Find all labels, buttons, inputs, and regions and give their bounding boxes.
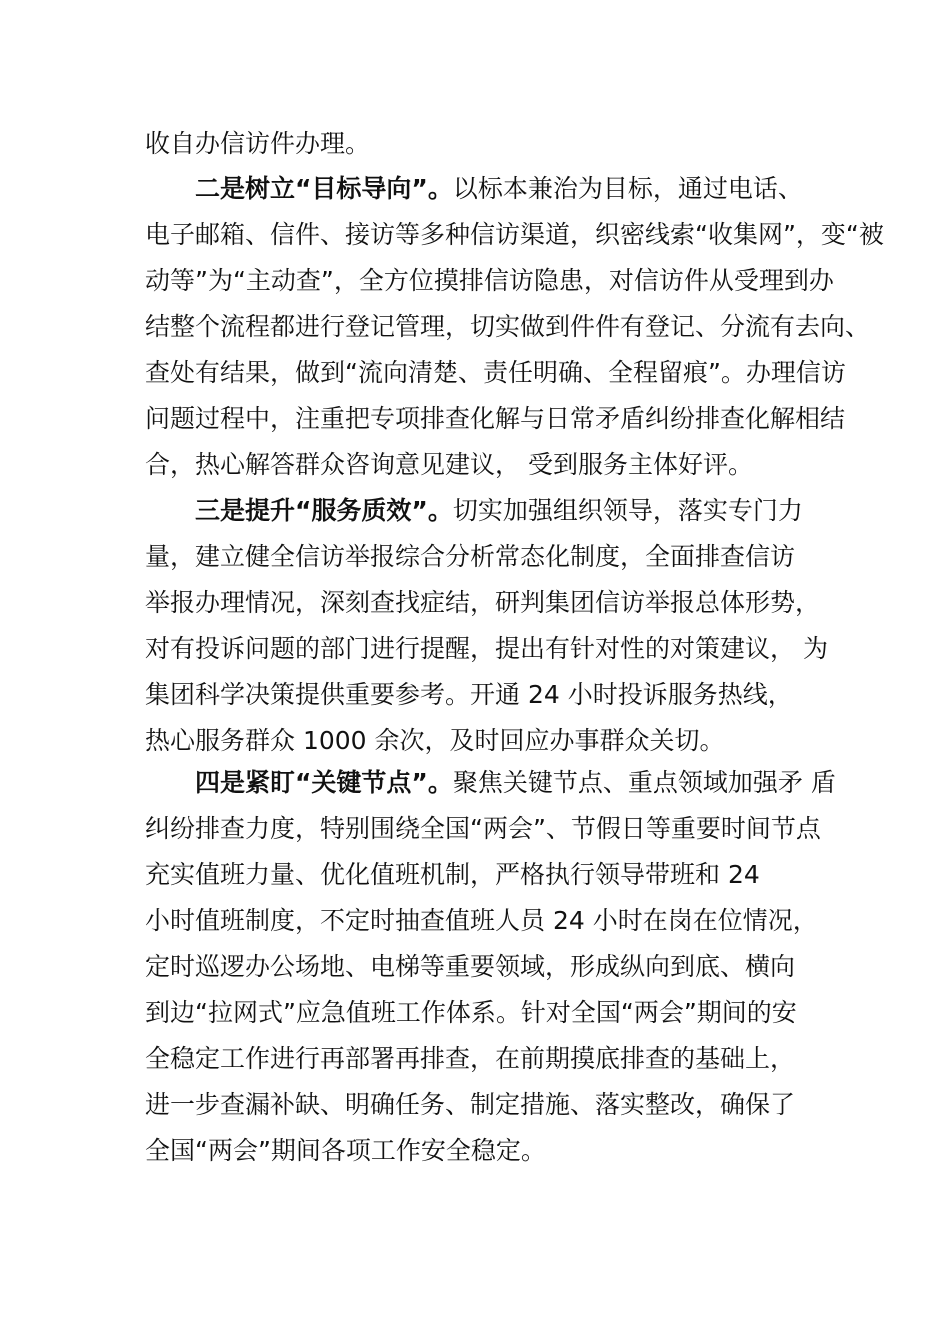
line-text: 以标本兼治为目标，通过电话、 [452, 174, 803, 203]
text-line [145, 680, 845, 710]
paragraph-start-line [195, 768, 895, 798]
text-line [145, 1090, 845, 1120]
line-text: 对有投诉问题的部门进行提醒，提出有针对性的对策建议， 为 [145, 634, 828, 663]
line-text: 到边“拉网式”应急值班工作体系。针对全国“两会”期间的安 [145, 998, 797, 1027]
text-line [145, 542, 845, 572]
line-text: 全稳定工作进行再部署再排查，在前期摸底排查的基础上， [145, 1044, 796, 1073]
text-line [145, 312, 871, 342]
line-text: 聚焦关键节点、重点领域加强矛 盾 [452, 768, 836, 797]
line-text: 集团科学决策提供重要参考。开通 24 小时投诉服务热线， [145, 680, 793, 709]
text-line [145, 404, 845, 434]
line-text: 纠纷排查力度，特别围绕全国“两会”、节假日等重要时间节点 [145, 814, 821, 843]
text-line [145, 358, 845, 388]
text-line [145, 726, 845, 756]
line-text: 全国“两会”期间各项工作安全稳定。 [145, 1136, 546, 1165]
line-text: 切实加强组织领导，落实专门力 [452, 496, 803, 525]
text-line [145, 220, 884, 250]
line-text: 动等”为“主动查”，全方位摸排信访隐患，对信访件从受理到办 [145, 266, 834, 295]
line-text: 充实值班力量、优化值班机制，严格执行领导带班和 24 [145, 860, 760, 889]
paragraph-heading: 二是树立“目标导向”。 [195, 174, 453, 203]
text-line [145, 860, 845, 890]
text-line [145, 450, 845, 480]
line-text: 举报办理情况，深刻查找症结，研判集团信访举报总体形势， [145, 588, 821, 617]
text-line [145, 1044, 845, 1074]
line-text: 进一步查漏补缺、明确任务、制定措施、落实整改，确保了 [145, 1090, 796, 1119]
line-text: 结整个流程都进行登记管理，切实做到件件有登记、分流有去向、 [145, 312, 871, 341]
paragraph-heading: 三是提升“服务质效”。 [195, 496, 453, 525]
line-text: 量，建立健全信访举报综合分析常态化制度，全面排查信访 [145, 542, 796, 571]
line-text: 合，热心解答群众咨询意见建议， 受到服务主体好评。 [145, 450, 753, 479]
text-line [145, 266, 845, 296]
line-text: 小时值班制度，不定时抽查值班人员 24 小时在岗在位情况， [145, 906, 818, 935]
text-line [145, 814, 845, 844]
line-text: 电子邮箱、信件、接访等多种信访渠道，织密线索“收集网”，变“被 [145, 220, 884, 249]
text-line [145, 588, 845, 618]
text-line [145, 129, 845, 159]
paragraph-start-line [195, 174, 895, 204]
text-line [145, 952, 845, 982]
text-line [145, 1136, 845, 1166]
text-line [145, 634, 845, 664]
text-line [145, 998, 845, 1028]
line-text: 问题过程中，注重把专项排查化解与日常矛盾纠纷排查化解相结 [145, 404, 846, 433]
text-line [145, 906, 845, 936]
line-text: 热心服务群众 1000 余次，及时回应办事群众关切。 [145, 726, 725, 755]
line-text: 查处有结果，做到“流向清楚、责任明确、全程留痕”。办理信访 [145, 358, 846, 387]
paragraph-start-line [195, 496, 895, 526]
paragraph-heading: 四是紧盯“关键节点”。 [195, 768, 453, 797]
line-text: 定时巡逻办公场地、电梯等重要领域，形成纵向到底、横向 [145, 952, 796, 981]
line-text: 收自办信访件办理。 [145, 129, 371, 158]
